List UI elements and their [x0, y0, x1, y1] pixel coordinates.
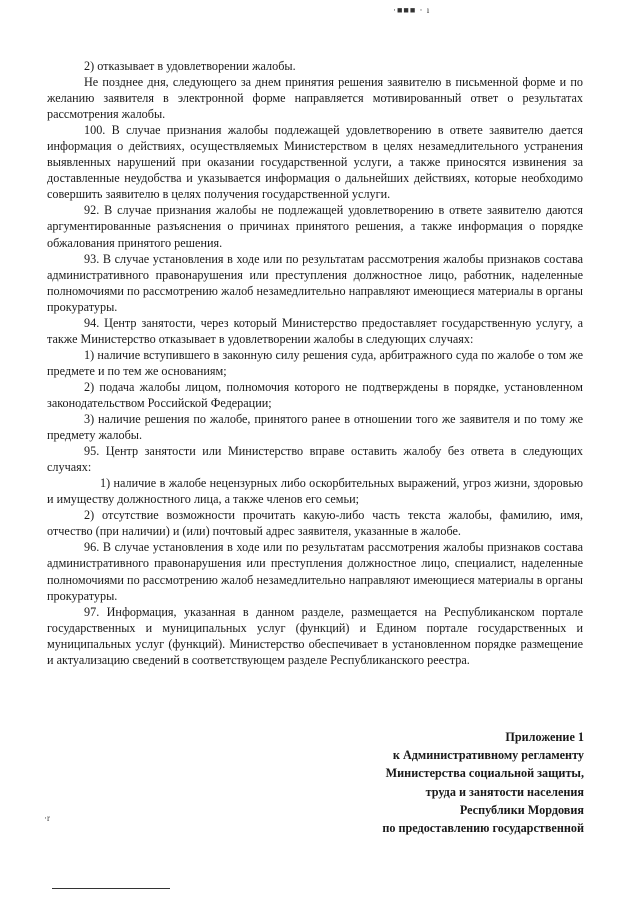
paragraph-refusal-item: 2) отказывает в удовлетворении жалобы. [84, 59, 296, 73]
paragraph-92: 92. В случае признания жалобы не подлежащей удовлетворению в ответе заявителю даются аргументированные разъяснения о причинах принятого решения, а также информация о порядке обжалования принятого решения. [47, 203, 583, 250]
appendix-line: к Административному регламенту [392, 748, 584, 763]
paragraph-95: 95. Центр занятости или Министерство вправе оставить жалобу без ответа в следующих случаях: [47, 444, 583, 475]
paragraph-answer-deadline: Не позднее дня, следующего за днем принятия решения заявителю в письменной форме и по желанию заявителя в электронной форме направляется мотивированный ответ о результатах рассмотрения жалобы. [47, 75, 583, 122]
appendix-heading [382, 728, 584, 837]
paragraph-97: 97. Информация, указанная в данном разделе, размещается на Республиканском портале государственных и муниципальных услуг (функций) и Едином портале государственных и муниципальных услуг (функций). Министерство обеспечивает в установленном порядке размещение и актуализацию сведений в соответствующем разделе Республиканского реестра. [47, 604, 583, 667]
appendix-line: Министерства социальной защиты, [385, 766, 584, 781]
paragraph-94-item-1: 1) наличие вступившего в законную силу решения суда, арбитражного суда по жалобе о том же предмете и по тем же основаниям; [47, 347, 583, 378]
paragraph-94: 94. Центр занятости, через который Министерство предоставляет государственную услугу, а также Министерство отказывает в удовлетворении жалобы в следующих случаях: [47, 315, 583, 346]
scan-artifact: ·■■■ · ı [393, 5, 431, 15]
paragraph-94-item-3: 3) наличие решения по жалобе, принятого ранее в отношении того же заявителя и по тому же предмету жалобы. [47, 412, 583, 443]
paragraph-100: 100. В случае признания жалобы подлежащей удовлетворению в ответе заявителю дается информация о действиях, осуществляемых Министерством в целях незамедлительного устранения выявленных нарушений при оказании государственной услуги, а также приносятся извинения за доставленные неудобства и указывается информация о дальнейших действиях, которые необходимо совершить заявителю в целях получения государственной услуги. [47, 123, 583, 202]
margin-mark: ·r [44, 813, 50, 823]
paragraph-95-item-2: 2) отсутствие возможности прочитать какую-либо часть текста жалобы, фамилию, имя, отчество (при наличии) и (или) почтовый адрес заявителя, указанные в жалобе. [47, 508, 583, 539]
paragraph-93: 93. В случае установления в ходе или по результатам рассмотрения жалобы признаков состава административного правонарушения или преступления должностное лицо, работник, наделенные полномочиями по рассмотрению жалоб незамедлительно направляют имеющиеся материалы в органы прокуратуры. [47, 251, 583, 314]
appendix-line: труда и занятости населения [425, 784, 584, 799]
appendix-line: Приложение 1 [505, 730, 584, 744]
paragraph-96: 96. В случае установления в ходе или по результатам рассмотрения жалобы признаков состава административного правонарушения или преступления должностное лицо, специалист, наделенные полномочиями по рассмотрению жалоб незамедлительно направляют имеющиеся материалы в органы прокуратуры. [47, 540, 583, 603]
paragraph-94-item-2: 2) подача жалобы лицом, полномочия которого не подтверждены в порядке, установленном законодательством Российской Федерации; [47, 379, 583, 410]
paragraph-95-item-1: 1) наличие в жалобе нецензурных либо оскорбительных выражений, угроз жизни, здоровью и имуществу должностного лица, а также членов его семьи; [47, 476, 583, 507]
appendix-line: по предоставлению государственной [382, 821, 584, 836]
appendix-line: Республики Мордовия [459, 802, 584, 817]
regulation-text [47, 58, 583, 668]
footnote-divider [52, 888, 170, 889]
